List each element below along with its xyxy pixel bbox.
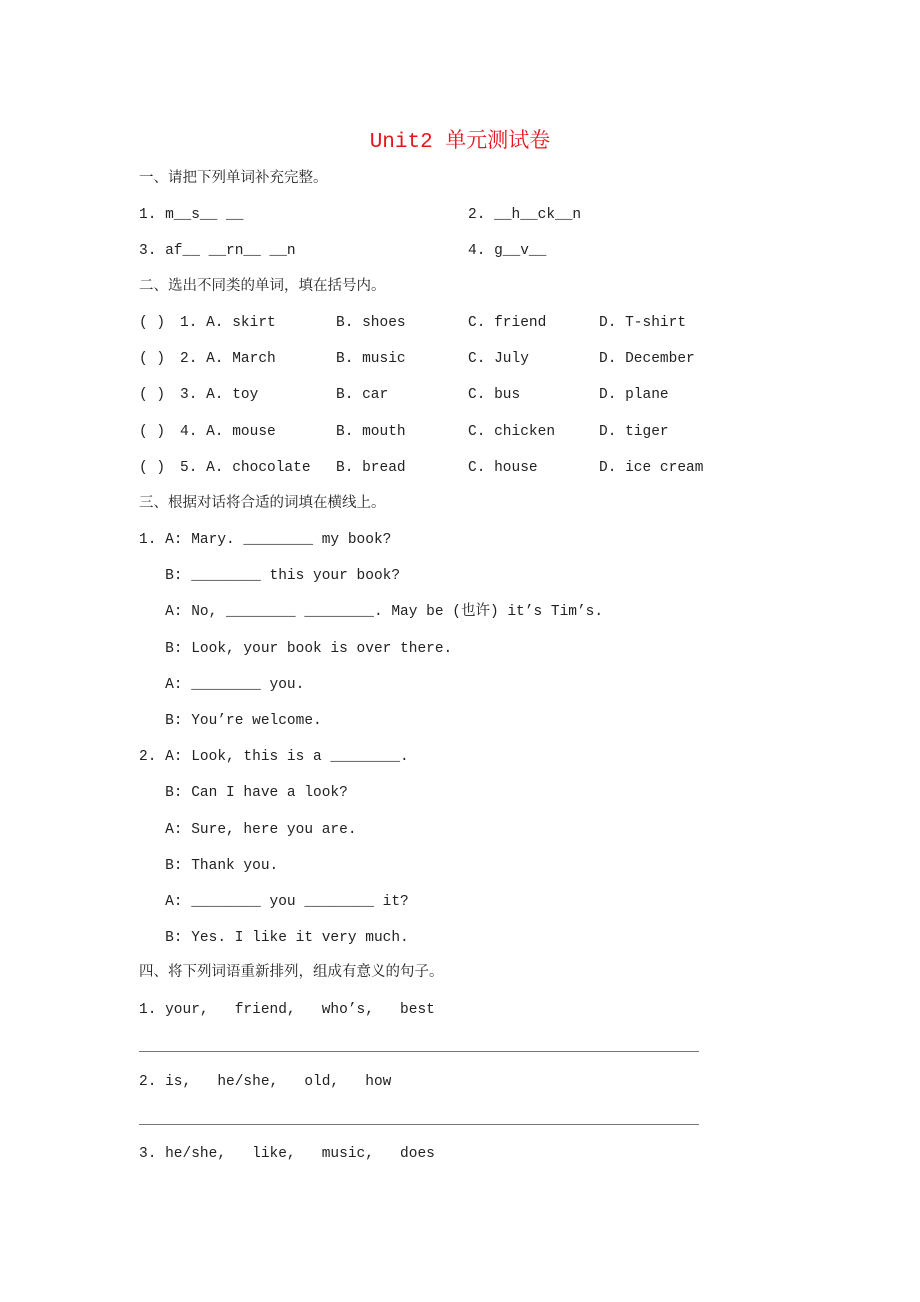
dialogue-line: A: ________ you ________ it? bbox=[139, 894, 409, 910]
option-b: B. car bbox=[336, 387, 389, 404]
dialogue-line: B: You’re welcome. bbox=[139, 713, 322, 729]
option-b: B. shoes bbox=[336, 315, 406, 331]
answer-bracket: ( ) bbox=[139, 351, 166, 368]
option-a: 2. A. March bbox=[180, 351, 276, 368]
s4-item: 1. your, friend, who’s, best bbox=[139, 1002, 435, 1018]
s4-item: 2. is, he/she, old, how bbox=[139, 1074, 392, 1090]
dialogue-line: B: Thank you. bbox=[139, 857, 279, 874]
s1-item: 2. __h__ck__n bbox=[468, 207, 582, 223]
section-1-heading: 一、请把下列单词补充完整。 bbox=[139, 171, 328, 187]
dialogue-line: A: ________ you. bbox=[139, 676, 305, 693]
option-b: B. mouth bbox=[336, 423, 406, 440]
answer-bracket: ( ) bbox=[139, 459, 166, 476]
answer-line bbox=[139, 1124, 699, 1125]
answer-bracket: ( ) bbox=[139, 315, 166, 331]
option-d: D. T-shirt bbox=[599, 315, 687, 331]
dialogue-line: A: No, ________ ________. May be (也许) it’s Tim’s. bbox=[139, 604, 604, 621]
option-d: D. December bbox=[599, 351, 695, 368]
option-a: 3. A. toy bbox=[180, 387, 259, 404]
s1-item: 3. af__ __rn__ __n bbox=[139, 243, 296, 259]
section-2-heading: 二、选出不同类的单词，填在括号内。 bbox=[139, 279, 386, 295]
option-a: 4. A. mouse bbox=[180, 423, 276, 440]
option-b: B. bread bbox=[336, 459, 406, 476]
option-d: D. plane bbox=[599, 387, 669, 404]
dialogue-line: A: Sure, here you are. bbox=[139, 821, 357, 838]
answer-line bbox=[139, 1051, 699, 1052]
option-d: D. ice cream bbox=[599, 459, 704, 476]
dialogue-line: B: Can I have a look? bbox=[139, 785, 348, 802]
option-c: C. bus bbox=[468, 387, 521, 404]
option-c: C. house bbox=[468, 459, 538, 476]
answer-bracket: ( ) bbox=[139, 423, 166, 440]
option-d: D. tiger bbox=[599, 423, 669, 440]
section-3-heading: 三、根据对话将合适的词填在横线上。 bbox=[139, 496, 386, 512]
s1-item: 4. g__v__ bbox=[468, 243, 547, 259]
option-c: C. friend bbox=[468, 315, 547, 331]
dialogue-line: B: ________ this your book? bbox=[139, 568, 401, 585]
page-title: Unit2 单元测试卷 bbox=[369, 131, 551, 154]
answer-bracket: ( ) bbox=[139, 387, 166, 404]
section-4-heading: 四、将下列词语重新排列，组成有意义的句子。 bbox=[139, 965, 444, 981]
dialogue-line: 2. A: Look, this is a ________. bbox=[139, 749, 409, 766]
option-a: 5. A. chocolate bbox=[180, 459, 311, 476]
dialogue-line: 1. A: Mary. ________ my book? bbox=[139, 532, 392, 548]
dialogue-line: B: Yes. I like it very much. bbox=[139, 930, 409, 947]
s4-item: 3. he/she, like, music, does bbox=[139, 1146, 435, 1162]
dialogue-line: B: Look, your book is over there. bbox=[139, 640, 453, 657]
option-c: C. July bbox=[468, 351, 529, 368]
s1-item: 1. m__s__ __ bbox=[139, 207, 244, 223]
option-a: 1. A. skirt bbox=[180, 315, 276, 331]
option-b: B. music bbox=[336, 351, 406, 368]
option-c: C. chicken bbox=[468, 423, 556, 440]
